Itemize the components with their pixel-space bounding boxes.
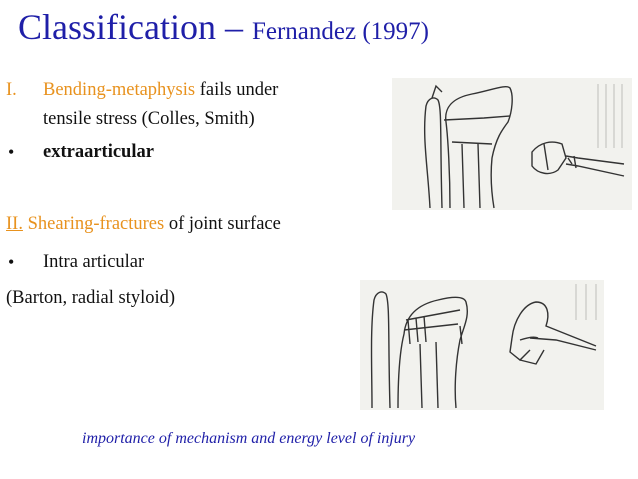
shearing-fracture-sketch xyxy=(360,280,604,410)
section2-bullet: • xyxy=(8,252,15,272)
section1-heading xyxy=(43,80,278,101)
section1-numeral-line xyxy=(6,80,17,101)
title-main: Classification – xyxy=(18,7,252,47)
section2-numeral: II. xyxy=(6,214,23,234)
section2-examples: (Barton, radial styloid) xyxy=(6,288,176,308)
section1-bullet: • xyxy=(8,142,15,162)
bending-fracture-figure xyxy=(392,78,632,210)
footer-note: importance of mechanism and energy level of injury xyxy=(82,430,416,447)
section1-rest: fails under xyxy=(195,80,279,100)
bending-fracture-sketch xyxy=(392,78,632,210)
section1-numeral: I. xyxy=(6,80,17,100)
section2-highlight: Shearing-fractures xyxy=(22,214,165,234)
shearing-fracture-figure xyxy=(360,280,604,410)
slide-title xyxy=(18,6,429,48)
section1-extraarticular: extraarticular xyxy=(43,142,154,162)
section2-rest: of joint surface xyxy=(164,214,281,234)
section1-line2: tensile stress (Colles, Smith) xyxy=(43,109,255,129)
title-subtitle: Fernandez (1997) xyxy=(251,18,429,45)
section1-highlight: Bending-metaphysis xyxy=(43,80,196,100)
section2-heading xyxy=(6,214,281,235)
section2-intra-articular: Intra articular xyxy=(43,252,145,272)
